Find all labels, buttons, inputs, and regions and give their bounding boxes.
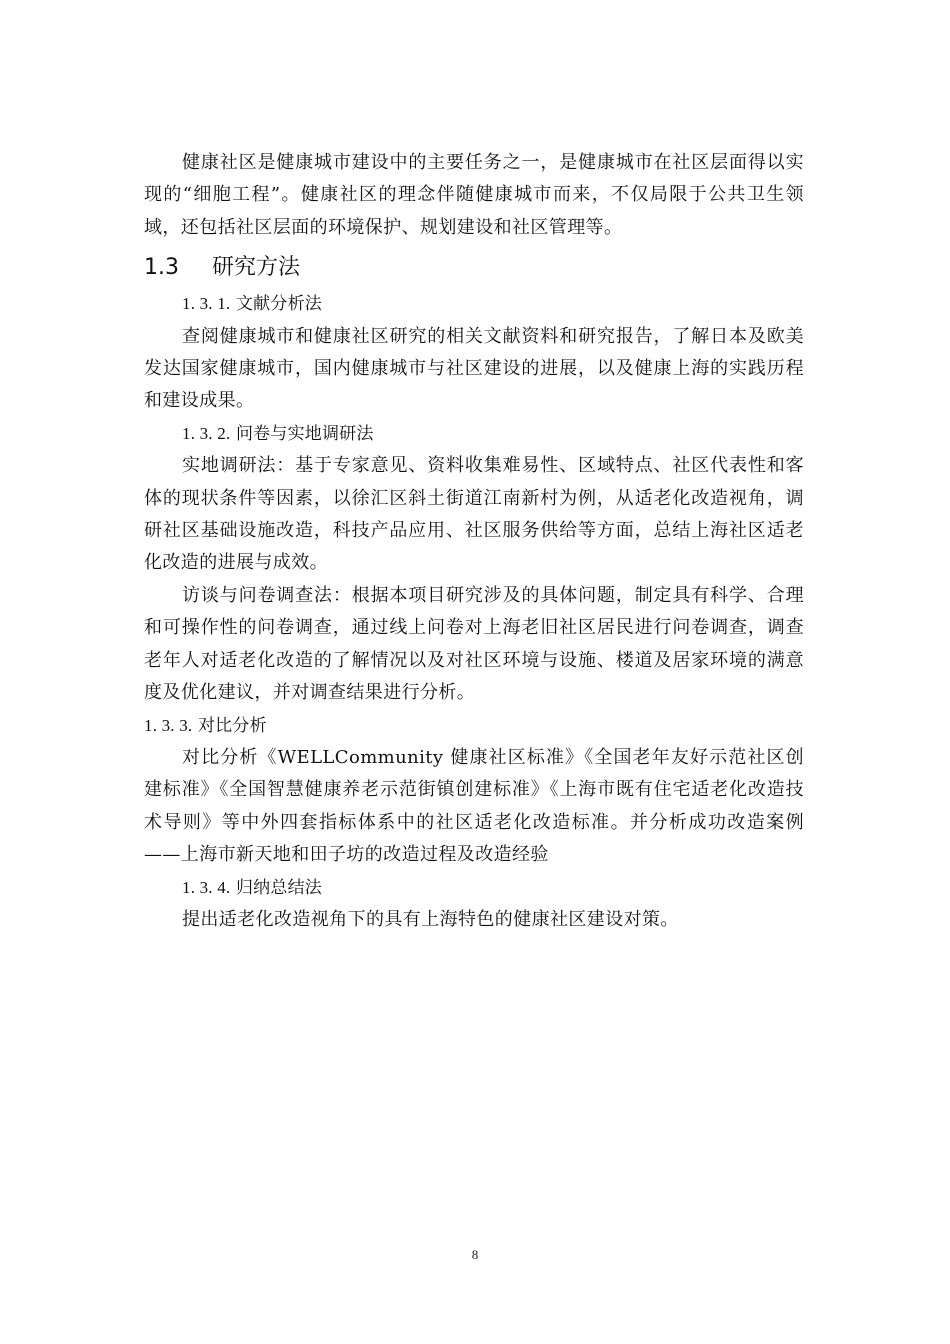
paragraph-literature: 查阅健康城市和健康社区研究的相关文献资料和研究报告，了解日本及欧美发达国家健康城市，国内健康城市与社区建设的进展，以及健康上海的实践历程和建设成果。 [144, 325, 804, 412]
section-title: 研究方法 [212, 255, 301, 281]
subsection-heading-2 [144, 418, 804, 450]
subsection-number: 1. 3. 2. [182, 423, 231, 443]
paragraph-questionnaire: 访谈与问卷调查法：根据本项目研究涉及的具体问题，制定具有科学、合理和可操作性的问卷调查，通过线上问卷对上海老旧社区居民进行问卷调查，调查老年人对适老化改造的了解情况以及对社区环境与设施、楼道及居家环境的满意度及优化建议，并对调查结果进行分析。 [144, 584, 804, 704]
page-body [144, 147, 804, 936]
subsection-heading-4 [144, 872, 804, 904]
subsection-number: 1. 3. 1. [182, 294, 231, 314]
section-heading [144, 248, 804, 288]
subsection-heading-3 [144, 710, 804, 742]
paragraph-summary: 提出适老化改造视角下的具有上海特色的健康社区建设对策。 [182, 908, 679, 930]
subsection-title: 文献分析法 [235, 294, 322, 315]
subsection-heading-1 [144, 288, 804, 320]
subsection-title: 问卷与实地调研法 [235, 423, 374, 444]
section-number: 1.3 [144, 255, 179, 281]
subsection-title: 对比分析 [197, 715, 267, 736]
subsection-title: 归纳总结法 [235, 877, 322, 898]
subsection-number: 1. 3. 3. [144, 715, 193, 735]
paragraph-comparison: 对比分析《WELLCommunity 健康社区标准》《全国老年友好示范社区创建标准》《全国智慧健康养老示范街镇创建标准》《上海市既有住宅适老化改造技术导则》等中外四套指标体系中的社区适老化改造标准。并分析成功改造案例——上海市新天地和田子坊的改造过程及改造经验 [144, 746, 804, 866]
paragraph-field-research: 实地调研法：基于专家意见、资料收集难易性、区域特点、社区代表性和客体的现状条件等因素，以徐汇区斜土街道江南新村为例，从适老化改造视角，调研社区基础设施改造，科技产品应用、社区服务供给等方面，总结上海社区适老化改造的进展与成效。 [144, 455, 804, 574]
page-number: 8 [471, 1247, 479, 1262]
subsection-number: 1. 3. 4. [182, 877, 231, 897]
intro-paragraph: 健康社区是健康城市建设中的主要任务之一，是健康城市在社区层面得以实现的“细胞工程”。健康社区的理念伴随健康城市而来，不仅局限于公共卫生领域，还包括社区层面的环境保护、规划建设和社区管理等。 [144, 152, 804, 238]
